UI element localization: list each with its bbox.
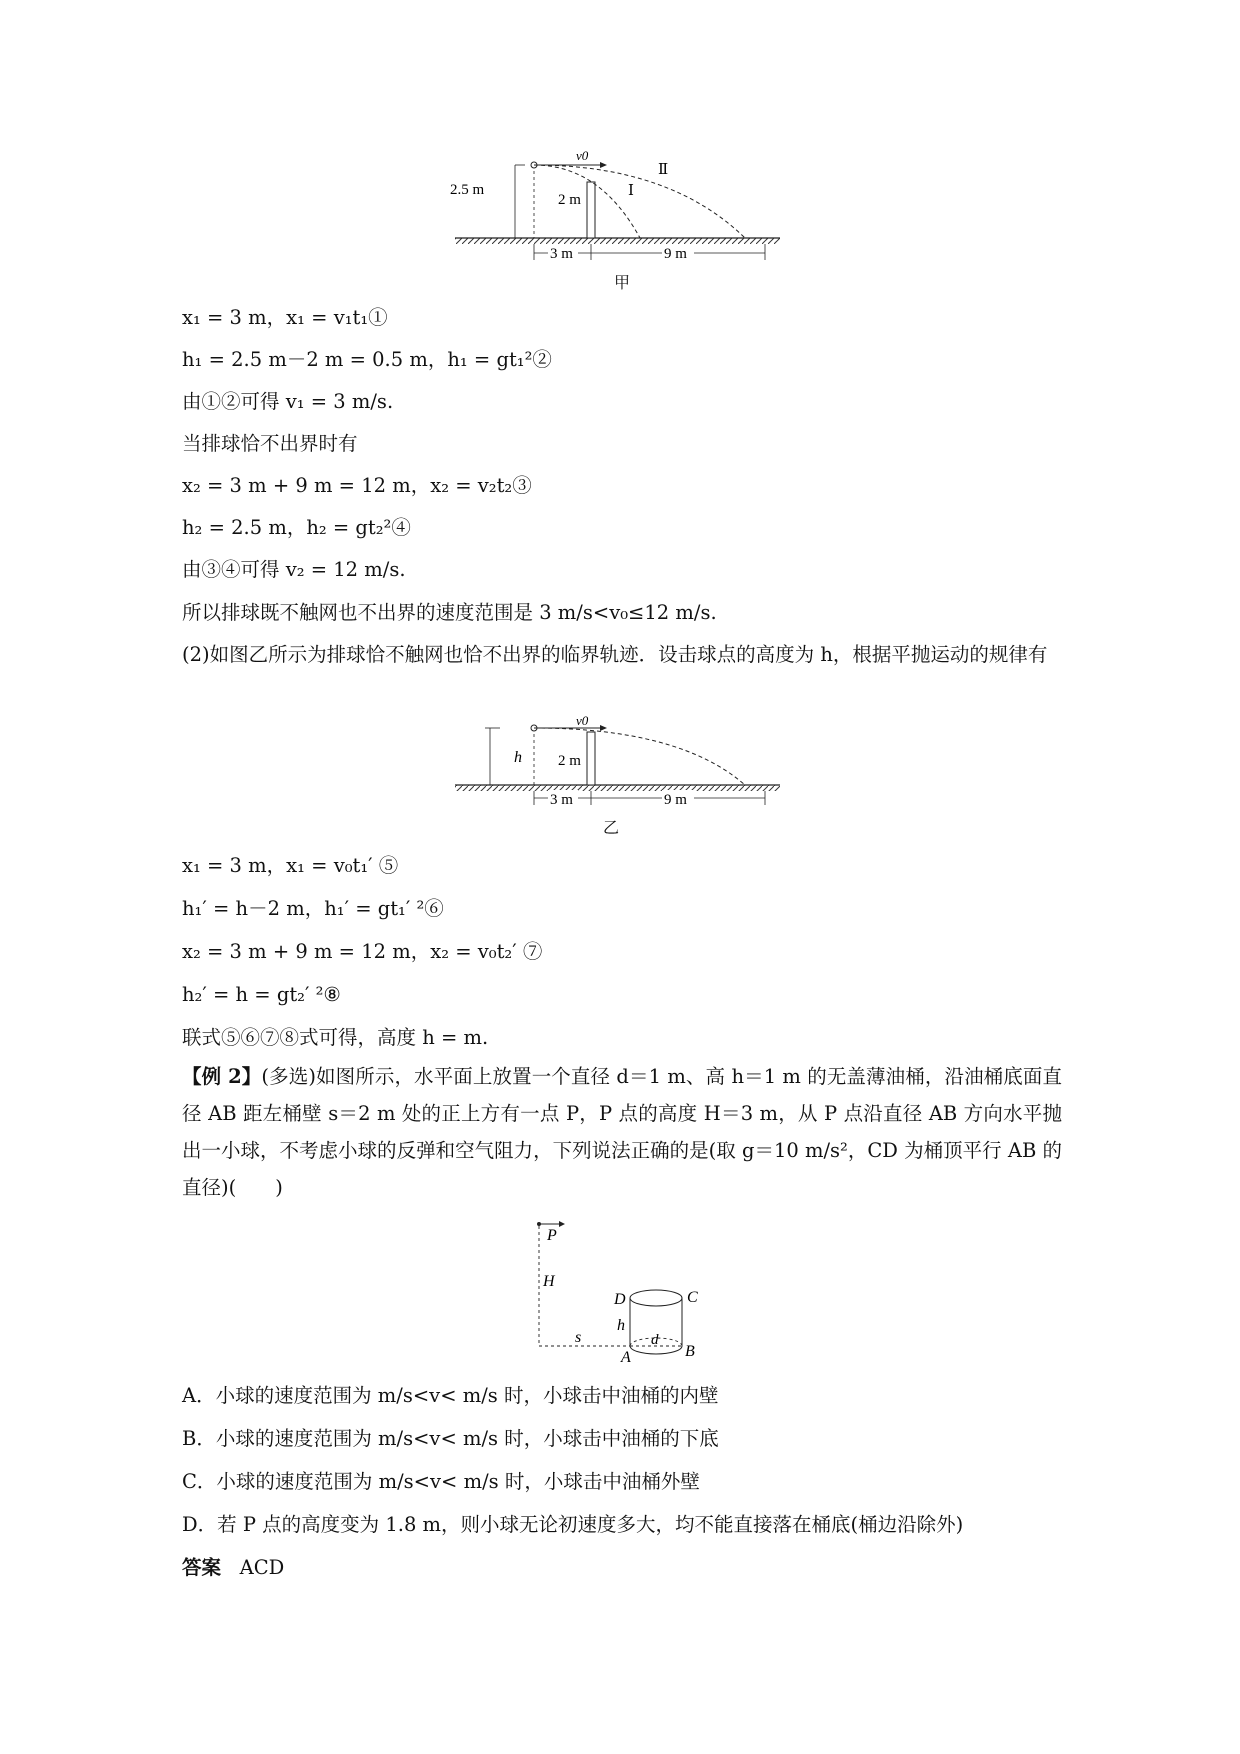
figure-yi-caption: 乙 — [603, 818, 620, 837]
traj1-label: Ⅰ — [628, 183, 634, 199]
dist2-label: 9 m — [664, 792, 687, 808]
part2-intro: (2)如图乙所示为排球恰不触网也恰不出界的临界轨迹．设击球点的高度为 h，根据平抛运动的规律有 — [182, 643, 1048, 666]
equation-line: x₁ = 3 m，x₁ = v₀t₁′ ⑤ — [182, 854, 399, 877]
equation-line: x₂ = 3 m + 9 m = 12 m，x₂ = v₀t₂′ ⑦ — [182, 940, 543, 963]
option-c: C．小球的速度范围为 m/s<v< m/s 时，小球击中油桶外壁 — [182, 1470, 700, 1493]
equation-line: 由③④可得 v₂ = 12 m/s. — [182, 558, 406, 581]
label-A: A — [621, 1349, 631, 1366]
figure-yi — [450, 713, 790, 835]
label-B: B — [685, 1343, 695, 1360]
conclusion-line: 所以排球既不触网也不出界的速度范围是 3 m/s<v₀≤12 m/s. — [182, 601, 717, 624]
net — [587, 732, 595, 785]
option-a: A．小球的速度范围为 m/s<v< m/s 时，小球击中油桶的内壁 — [182, 1384, 719, 1407]
equation-line: h₁′ = h－2 m，h₁′ = gt₁′ ²⑥ — [182, 897, 444, 920]
option-d: D．若 P 点的高度变为 1.8 m，则小球无论初速度多大，均不能直接落在桶底(桶边沿除外) — [182, 1513, 964, 1536]
result-line: 联式⑤⑥⑦⑧式可得，高度 h = m. — [182, 1026, 489, 1049]
text-line: 当排球恰不出界时有 — [182, 432, 358, 455]
figure-jia — [450, 148, 790, 275]
net — [587, 182, 595, 238]
equation-line: x₁ = 3 m，x₁ = v₁t₁① — [182, 306, 388, 329]
dist1-label: 3 m — [550, 246, 573, 262]
net-label: 2 m — [558, 192, 581, 208]
traj2-label: Ⅱ — [658, 162, 669, 178]
label-H: H — [543, 1273, 555, 1290]
example-2 — [182, 1058, 1062, 1206]
v0-label: v0 — [576, 148, 589, 163]
height-label: 2.5 m — [450, 182, 485, 198]
example-tag: 【例 2】 — [182, 1065, 262, 1088]
example-text: (多选)如图所示，水平面上放置一个直径 d＝1 m、高 h＝1 m 的无盖薄油桶，沿油桶底面直径 AB 距左桶壁 s＝2 m 处的正上方有一点 P，P 点的高度 H＝3 m，从 P 点沿直径 AB 方向水平抛出一小球，不考虑小球的反弹和空气阻力，下列说法正确的是(取 g＝10 m/s²，CD 为桶顶平行 AB 的直径)( ) — [182, 1065, 1062, 1199]
label-C: C — [687, 1289, 698, 1306]
net-label: 2 m — [558, 753, 581, 769]
ground — [455, 785, 780, 791]
dist2-label: 9 m — [664, 246, 687, 262]
label-d: d — [651, 1332, 659, 1348]
equation-line: h₂′ = h = gt₂′ ²⑧ — [182, 983, 341, 1006]
equation-line: h₂ = 2.5 m，h₂ = gt₂²④ — [182, 516, 411, 539]
label-h: h — [617, 1317, 625, 1334]
answer-label: 答案 — [182, 1556, 222, 1579]
label-s: s — [575, 1329, 582, 1346]
label-D: D — [614, 1291, 626, 1308]
equation-line: x₂ = 3 m + 9 m = 12 m，x₂ = v₂t₂③ — [182, 474, 532, 497]
answer-value: ACD — [239, 1556, 285, 1579]
equation-line: 由①②可得 v₁ = 3 m/s. — [182, 390, 394, 413]
figure-jia-caption: 甲 — [614, 273, 631, 292]
dist1-label: 3 m — [550, 792, 573, 808]
label-p: P — [547, 1227, 557, 1244]
answer — [182, 1554, 284, 1582]
option-b: B．小球的速度范围为 m/s<v< m/s 时，小球击中油桶的下底 — [182, 1427, 719, 1450]
ground — [455, 238, 780, 244]
figure-bucket — [525, 1218, 725, 1368]
height-label: h — [514, 749, 522, 766]
v0-label: v0 — [576, 713, 589, 728]
equation-line: h₁ = 2.5 m－2 m = 0.5 m，h₁ = gt₁²② — [182, 348, 552, 371]
